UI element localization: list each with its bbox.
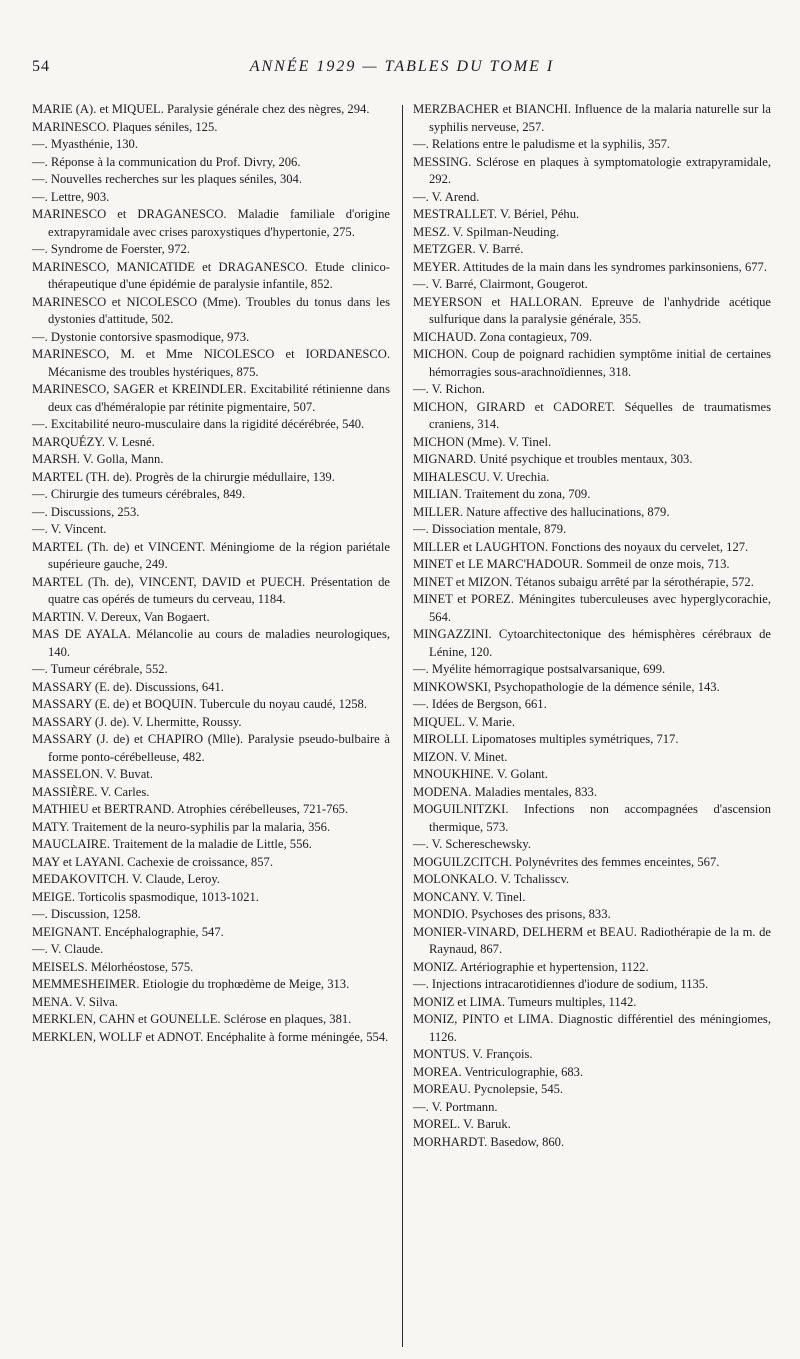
index-entry: MATHIEU et BERTRAND. Atrophies cérébelleuses, 721-765. <box>32 802 349 816</box>
index-entry: MOREAU. Pycnolepsie, 545. <box>413 1082 564 1096</box>
index-entry: MODENA. Maladies mentales, 833. <box>413 784 597 799</box>
index-entry: MIGNARD. Unité psychique et troubles mentaux, 303. <box>413 452 693 466</box>
index-entry: MNOUKHINE. V. Golant. <box>413 767 548 781</box>
index-entry: —. Idées de Bergson, 661. <box>413 697 547 711</box>
index-entry: MASSARY (E. de). Discussions, 641. <box>32 679 224 694</box>
index-entry: MILLER et LAUGHTON. Fonctions des noyaux du cervelet, 127. <box>413 539 749 554</box>
index-entry: MINKOWSKI, Psychopathologie de la démence sénile, 143. <box>413 679 720 694</box>
index-entry: MEYERSON et HALLORAN. Epreuve de l'anhydride acétique sulfurique dans la paralysie générale, 355. <box>413 294 771 326</box>
index-entry: MIQUEL. V. Marie. <box>413 714 516 729</box>
left-column <box>32 101 390 1046</box>
index-entry: MESSING. Sclérose en plaques à symptomatologie extrapyramidale, 292. <box>413 154 771 186</box>
index-entry: MASSARY (J. de) et CHAPIRO (Mlle). Paralysie pseudo-bulbaire à forme ponto-cérébelleuse, 482. <box>32 732 390 764</box>
index-entry: —. V. Arend. <box>413 189 480 204</box>
index-entry: MOLONKALO. V. Tchalisscv. <box>413 872 570 886</box>
index-entry: MARINESCO, M. et Mme NICOLESCO et IORDANESCO. Mécanisme des troubles hystériques, 875. <box>32 347 390 379</box>
index-entry: MERZBACHER et BIANCHI. Influence de la malaria naturelle sur la syphilis nerveuse, 257. <box>413 102 771 134</box>
index-entry: —. Discussions, 253. <box>32 504 140 519</box>
index-columns <box>32 101 777 1351</box>
index-entry: MOREA. Ventriculographie, 683. <box>413 1064 584 1079</box>
index-entry: MICHON (Mme). V. Tinel. <box>413 434 552 449</box>
index-entry: MARTEL (TH. de). Progrès de la chirurgie médullaire, 139. <box>32 469 335 484</box>
index-entry: MONCANY. V. Tinel. <box>413 889 526 904</box>
index-entry: MONIZ. Artériographie et hypertension, 1122. <box>413 959 649 974</box>
index-entry: MARSH. V. Golla, Mann. <box>32 452 164 466</box>
index-entry: MICHON. Coup de poignard rachidien symptôme initial de certaines hémorragies sous-arachnoïdiennes, 318. <box>413 347 771 379</box>
index-entry: MINET et LE MARC'HADOUR. Sommeil de onze mois, 713. <box>413 557 730 571</box>
index-entry: —. Myasthénie, 130. <box>32 137 138 151</box>
index-entry: MARINESCO, MANICATIDE et DRAGANESCO. Etude clinico-thérapeutique d'une épidémie de paralysie infantile, 852. <box>32 259 390 291</box>
index-entry: MINET et MIZON. Tétanos subaigu arrêté par la sérothérapie, 572. <box>413 574 754 589</box>
index-entry: —. Chirurgie des tumeurs cérébrales, 849. <box>32 487 246 501</box>
index-entry: —. V. Schereschewsky. <box>413 837 531 851</box>
running-head: ANNÉE 1929 — TABLES DU TOME I <box>249 58 555 75</box>
index-entry: MILIAN. Traitement du zona, 709. <box>413 487 591 501</box>
index-entry: MOGUILZCITCH. Polynévrites des femmes enceintes, 567. <box>413 854 720 869</box>
index-entry: MOREL. V. Baruk. <box>413 1117 511 1131</box>
index-entry: MAUCLAIRE. Traitement de la maladie de Little, 556. <box>32 837 312 851</box>
index-entry: —. V. Portmann. <box>413 1099 498 1114</box>
index-entry: MATY. Traitement de la neuro-syphilis par la malaria, 356. <box>32 819 331 834</box>
index-entry: MILLER. Nature affective des hallucinations, 879. <box>413 504 670 519</box>
index-entry: MIROLLI. Lipomatoses multiples symétriques, 717. <box>413 732 679 746</box>
index-entry: MINET et POREZ. Méningites tuberculeuses avec hyperglycorachie, 564. <box>413 592 771 624</box>
index-entry: MAS DE AYALA. Mélancolie au cours de maladies neurologiques, 140. <box>32 627 390 659</box>
index-entry: —. Myélite hémorragique postsalvarsanique, 699. <box>413 662 666 676</box>
index-entry: MONIER-VINARD, DELHERM et BEAU. Radiothérapie de la m. de Raynaud, 867. <box>413 924 771 956</box>
index-entry: —. V. Claude. <box>32 942 104 956</box>
index-entry: MINGAZZINI. Cytoarchitectonique des hémisphères cérébraux de Lénine, 120. <box>413 627 771 659</box>
index-entry: MARINESCO. Plaques séniles, 125. <box>32 119 218 134</box>
page-header <box>32 58 772 82</box>
index-entry: MERKLEN, WOLLF et ADNOT. Encéphalite à forme méningée, 554. <box>32 1029 389 1044</box>
index-entry: MARTEL (Th. de), VINCENT, DAVID et PUECH. Présentation de quatre cas opérés de tumeurs du cerveau, 1184. <box>32 574 390 606</box>
index-entry: —. Dissociation mentale, 879. <box>413 522 567 536</box>
index-entry: MASSIÈRE. V. Carles. <box>32 784 150 799</box>
index-entry: MARTEL (Th. de) et VINCENT. Méningiome de la région pariétale supérieure gauche, 249. <box>32 539 390 571</box>
index-entry: —. Discussion, 1258. <box>32 907 141 921</box>
index-entry: —. Tumeur cérébrale, 552. <box>32 662 168 676</box>
index-entry: —. Nouvelles recherches sur les plaques séniles, 304. <box>32 172 302 186</box>
index-entry: MASSELON. V. Buvat. <box>32 767 153 781</box>
index-entry: MEMMESHEIMER. Etiologie du trophœdème de Meige, 313. <box>32 977 350 991</box>
index-entry: —. Relations entre le paludisme et la syphilis, 357. <box>413 137 671 151</box>
index-entry: —. Dystonie contorsive spasmodique, 973. <box>32 329 250 344</box>
index-entry: MASSARY (J. de). V. Lhermitte, Roussy. <box>32 714 242 729</box>
index-entry: MARINESCO et DRAGANESCO. Maladie familiale d'origine extrapyramidale avec crises paroxystiques d'hypertonie, 275. <box>32 207 390 239</box>
page-number: 54 <box>32 58 50 75</box>
index-entry: MONIZ et LIMA. Tumeurs multiples, 1142. <box>413 994 637 1009</box>
index-entry: METZGER. V. Barré. <box>413 242 524 256</box>
index-entry: MIHALESCU. V. Urechia. <box>413 469 550 484</box>
index-entry: MONDIO. Psychoses des prisons, 833. <box>413 907 611 921</box>
index-entry: MARINESCO, SAGER et KREINDLER. Excitabilité rétinienne dans deux cas d'héméralopie par rétinite pigmentaire, 507. <box>32 382 390 414</box>
index-entry: MENA. V. Silva. <box>32 994 118 1009</box>
index-entry: MARTIN. V. Dereux, Van Bogaert. <box>32 609 210 624</box>
index-entry: MASSARY (E. de) et BOQUIN. Tubercule du noyau caudé, 1258. <box>32 697 367 711</box>
index-entry: MARQUÉZY. V. Lesné. <box>32 434 155 449</box>
index-entry: MARIE (A). et MIQUEL. Paralysie générale chez des nègres, 294. <box>32 102 370 116</box>
index-entry: MESZ. V. Spilman-Neuding. <box>413 224 560 239</box>
index-entry: MERKLEN, CAHN et GOUNELLE. Sclérose en plaques, 381. <box>32 1012 352 1026</box>
index-entry: —. V. Barré, Clairmont, Gougerot. <box>413 277 588 291</box>
index-entry: MAY et LAYANI. Cachexie de croissance, 857. <box>32 854 273 869</box>
index-entry: —. Lettre, 903. <box>32 189 110 204</box>
index-entry: MEIGNANT. Encéphalographie, 547. <box>32 924 224 939</box>
index-entry: MEDAKOVITCH. V. Claude, Leroy. <box>32 872 220 886</box>
index-entry: MICHON, GIRARD et CADORET. Séquelles de traumatismes craniens, 314. <box>413 399 771 431</box>
index-entry: MARINESCO et NICOLESCO (Mme). Troubles du tonus dans les dystonies d'attitude, 502. <box>32 294 390 326</box>
index-entry: —. Excitabilité neuro-musculaire dans la rigidité décérébrée, 540. <box>32 417 365 431</box>
column-divider <box>402 105 403 1347</box>
index-entry: —. Réponse à la communication du Prof. Divry, 206. <box>32 154 301 169</box>
index-entry: MEISELS. Mélorhéostose, 575. <box>32 959 194 974</box>
index-entry: —. V. Vincent. <box>32 522 107 536</box>
index-entry: MIZON. V. Minet. <box>413 749 508 764</box>
index-entry: MORHARDT. Basedow, 860. <box>413 1134 565 1149</box>
index-entry: MICHAUD. Zona contagieux, 709. <box>413 329 593 344</box>
index-entry: —. V. Richon. <box>413 382 485 396</box>
right-column <box>413 101 771 1151</box>
index-entry: MEIGE. Torticolis spasmodique, 1013-1021. <box>32 889 259 904</box>
index-entry: —. Injections intracarotidiennes d'iodure de sodium, 1135. <box>413 977 709 991</box>
index-entry: —. Syndrome de Foerster, 972. <box>32 242 190 256</box>
index-entry: MEYER. Attitudes de la main dans les syndromes parkinsoniens, 677. <box>413 259 767 274</box>
index-entry: MESTRALLET. V. Bériel, Péhu. <box>413 207 580 221</box>
index-entry: MONTUS. V. François. <box>413 1047 533 1061</box>
index-entry: MOGUILNITZKI. Infections non accompagnées d'ascension thermique, 573. <box>413 802 771 834</box>
index-entry: MONIZ, PINTO et LIMA. Diagnostic différentiel des méningiomes, 1126. <box>413 1012 771 1044</box>
